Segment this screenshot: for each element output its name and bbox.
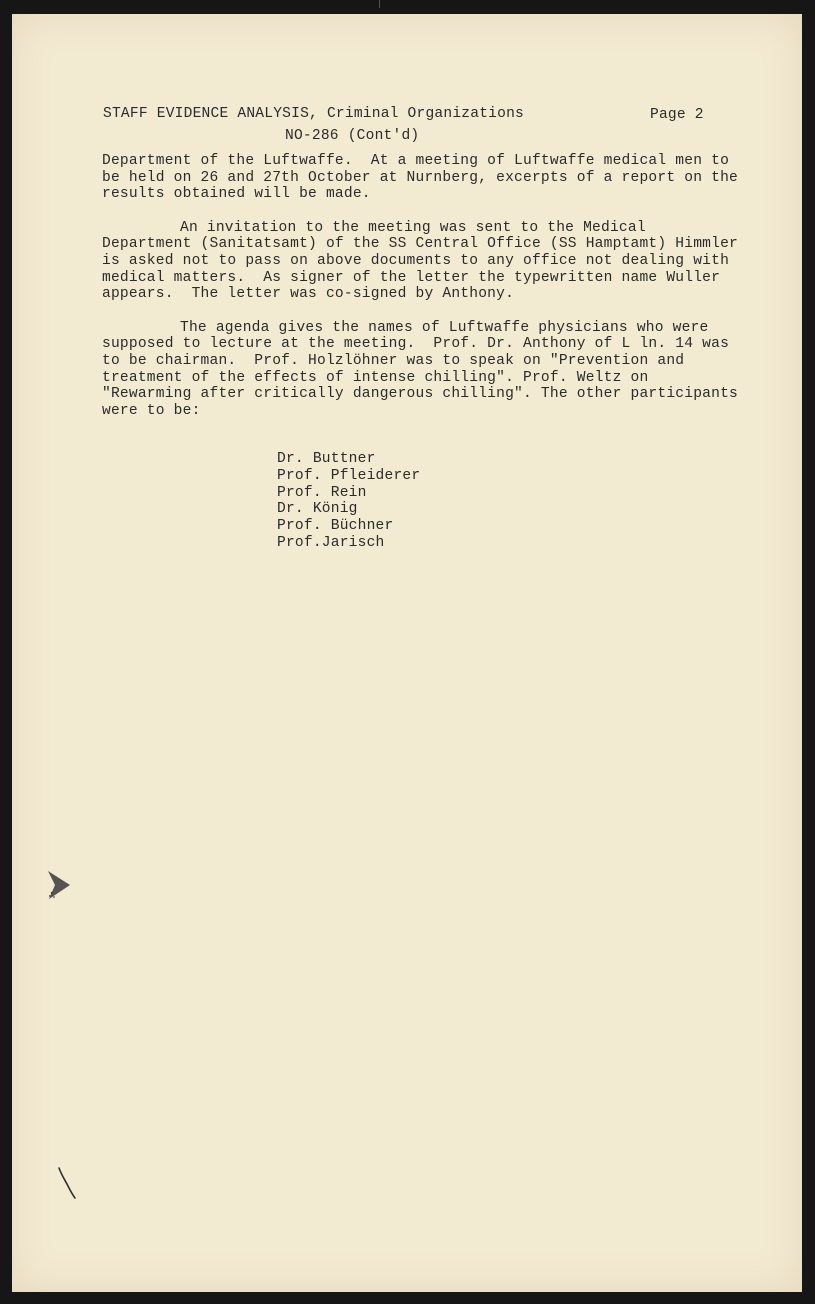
pen-mark-icon: [56, 1166, 78, 1200]
participant-item: Prof. Pfleiderer: [277, 467, 421, 484]
paragraph-2: An invitation to the meeting was sent to the Medical Department (Sanitatsamt) of the SS Central Office (SS Hamptamt) Himmler is asked not to pass on above documents to any office not dealing with medical matters. As signer of the letter the typewritten name Wuller appears. The letter was co-signed by Anthony.: [102, 219, 747, 303]
participants-list: [277, 451, 420, 552]
document-body: [102, 153, 747, 436]
participant-item: Prof. Rein: [277, 484, 367, 501]
paragraph-1: Department of the Luftwaffe. At a meeting of Luftwaffe medical men to be held on 26 and 27th October at Nurnberg, excerpts of a report on the results obtained will be made.: [102, 153, 747, 203]
paragraph-3: The agenda gives the names of Luftwaffe physicians who were supposed to lecture at the meeting. Prof. Dr. Anthony of L ln. 14 was to be chairman. Prof. Holzlöhner was to speak on "Prevention and treatment of the effects of intense chilling". Prof. Weltz on "Rewarming after critically dangerous chilling". The other participants were to be:: [102, 319, 747, 419]
document-page: [12, 14, 802, 1292]
participant-item: Prof. Büchner: [277, 518, 394, 535]
participant-item: Dr. König: [277, 501, 358, 518]
participant-item: Dr. Buttner: [277, 451, 376, 467]
margin-arrow-icon: [46, 869, 72, 901]
participant-item: Prof.Jarisch: [277, 534, 385, 551]
document-title: STAFF EVIDENCE ANALYSIS, Criminal Organizations: [103, 106, 525, 122]
document-reference: NO-286 (Cont'd): [285, 128, 420, 144]
page-number: Page 2: [650, 107, 704, 123]
